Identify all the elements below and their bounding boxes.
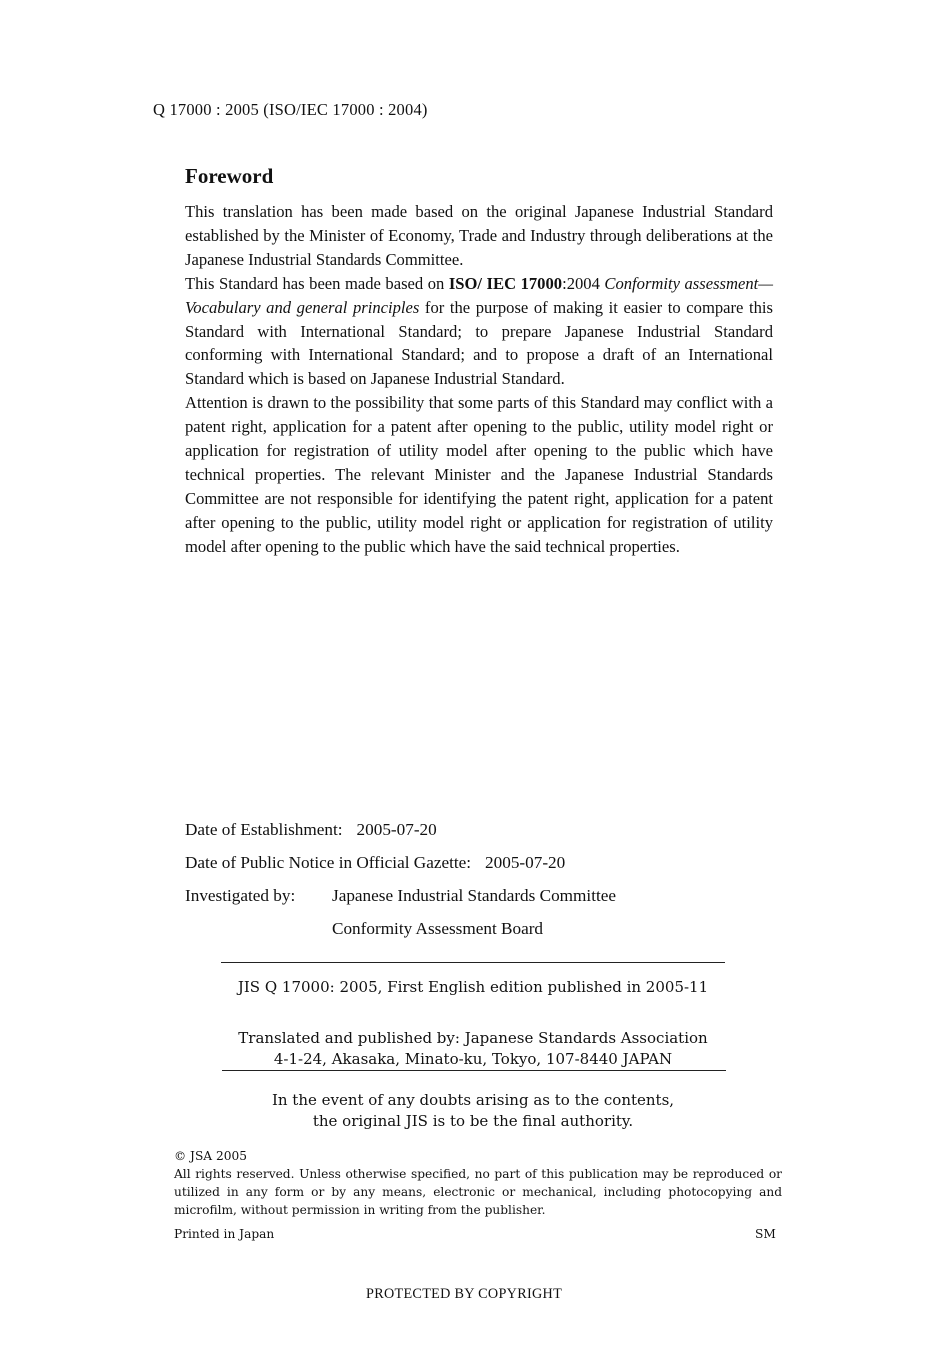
foreword-title: Foreword	[185, 164, 274, 188]
authority-line-2: the original JIS is to be the final authority.	[312, 1111, 634, 1130]
foreword-body	[185, 200, 773, 559]
copyright-block	[174, 1147, 782, 1219]
rights-statement: All rights reserved. Unless otherwise specified, no part of this publication may be reproduced or utilized in any form or by any means, electronic or mechanical, including photocopying and microfilm, without permission in writing from the publisher.	[174, 1167, 782, 1217]
standard-title: Conformity assessment—Vocabulary and general principles	[185, 273, 774, 317]
public-notice-date-label: Date of Public Notice in Official Gazette:	[185, 853, 472, 872]
establishment-date-value: 2005-07-20	[356, 820, 437, 839]
investigated-by-board: Conformity Assessment Board	[332, 919, 544, 938]
standard-reference: ISO/ IEC 17000	[448, 273, 563, 293]
divider-bottom	[222, 1070, 726, 1071]
authority-note	[221, 1090, 725, 1131]
foreword-paragraph-2	[185, 272, 773, 392]
public-notice-date-value: 2005-07-20	[485, 853, 566, 872]
document-header: Q 17000 : 2005 (ISO/IEC 17000 : 2004)	[153, 100, 428, 119]
investigated-by-label: Investigated by:	[185, 886, 296, 905]
establishment-date-row	[185, 820, 437, 840]
publisher-block	[221, 1028, 725, 1069]
copyright-notice: © JSA 2005	[174, 1149, 247, 1163]
printed-in: Printed in Japan	[174, 1227, 275, 1241]
foreword-paragraph-3: Attention is drawn to the possibility that some parts of this Standard may conflict with a patent right, application for a patent after opening to the public, utility model right or application for registration of utility model after opening to the public which have technical properties. The relevant Minister and the Japanese Industrial Standards Committee are not responsible for identifying the patent right, application for a patent after opening to the public, utility model right or application for registration of utility model after opening to the public which have the said technical properties.	[185, 393, 773, 556]
code-mark: SM	[755, 1227, 776, 1241]
establishment-date-label: Date of Establishment:	[185, 820, 343, 839]
protected-footer: PROTECTED BY COPYRIGHT	[366, 1286, 563, 1302]
investigated-by-committee: Japanese Industrial Standards Committee	[332, 886, 617, 905]
authority-line-1: In the event of any doubts arising as to the contents,	[271, 1091, 675, 1109]
foreword-p2-pre: This Standard has been made based on	[185, 273, 449, 293]
publisher-line-1: Translated and published by: Japanese Standards Association	[238, 1029, 708, 1047]
edition-line: JIS Q 17000: 2005, First English edition published in 2005-11	[237, 978, 709, 996]
foreword-paragraph-1: This translation has been made based on the original Japanese Industrial Standard established by the Minister of Economy, Trade and Industry through deliberations at the Japanese Industrial Standards Committee.	[185, 202, 773, 269]
divider-top	[221, 962, 725, 963]
foreword-p2-post: for the purpose of making it easier to compare this Standard with International Standard; to prepare Japanese Industrial Standard conforming with International Standard; and to propose a draft of an International Standard which is based on Japanese Industrial Standard.	[185, 297, 773, 389]
publisher-address: 4-1-24, Akasaka, Minato-ku, Tokyo, 107-8440 JAPAN	[273, 1049, 673, 1068]
standard-year: :2004	[562, 273, 605, 293]
public-notice-date-row	[185, 853, 565, 873]
